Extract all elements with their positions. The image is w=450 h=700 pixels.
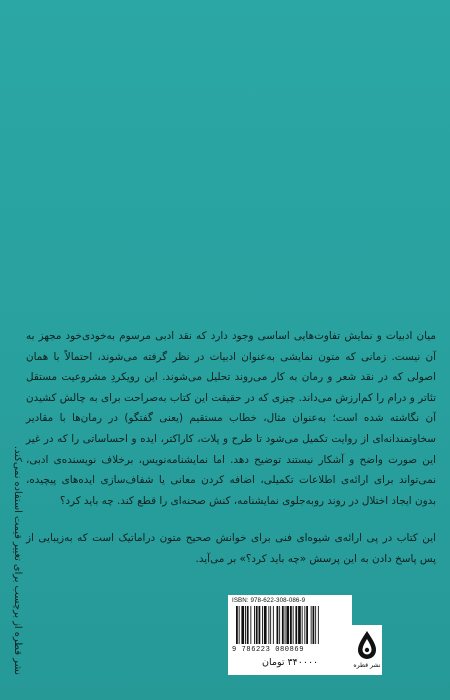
back-cover-blurb [26,326,436,570]
price-label-note: نشر قطره از برچسب برای تغییر قیمت استفاده نمی‌کند. [12,445,23,675]
ean-digits: 9 786223 080869 [232,646,305,654]
blurb-paragraph-2: این کتاب در پی ارائه‌ی شیوه‌ای فنی برای خوانش صحیح متون دراماتیک است که به‌زیبایی از پس پاسخ دادن به این پرسش «چه باید کرد؟» بر می‌آید. [26,532,436,565]
publisher-label [352,625,382,675]
blurb-paragraph-1: میان ادبیات و نمایش تفاوت‌هایی اساسی وجود دارد که نقد ادبی مرسوم به‌خودی‌خود مجهز به آن نیست. زمانی که متون نمایشی به‌عنوان ادبیات در نظر گرفته می‌شوند، احتمالاً با همان اصولی که در نقد شعر و رمان به کار می‌روند تحلیل می‌شوند. این رویکردِ مشروعیت مستقل تئاتر و درام را کم‌ارزش می‌داند. چیزی که در حقیقت این کتاب به‌صراحت برای به چالش کشیدن آن نگاشته شده است؛ به‌عنوان مثال، خطاب مستقیم (یعنی گفتگو) در رمان‌ها با مقادیر سخاوتمندانه‌ای از روایت تکمیل می‌شود تا طرح و پلات، کاراکتر، ایده و احساساتی را که در غیر این صورت واضح و آشکار نیستند توضیح دهد. اما نمایشنامه‌نویس، برخلاف نویسنده‌ی ادبی، نمی‌تواند برای ارائه‌ی اطلاعات تکمیلی، اضافه کردن معانی یا شفاف‌سازی ایده‌های پیچیده، بدون ایجاد اختلال در روند رو‌به‌جلوی نمایشنامه، کنش صحنه‌ای را قطع کند. چه باید کرد؟ [26,330,436,507]
isbn-text: ISBN: 978-622-308-086-9 [232,597,306,604]
price-text: ۳۴۰۰۰۰ تومان [262,657,319,668]
barcode-icon [236,606,344,646]
barcode-label [228,595,352,675]
publisher-name: نشر قطره [353,662,381,669]
drop-logo-icon [355,629,379,661]
